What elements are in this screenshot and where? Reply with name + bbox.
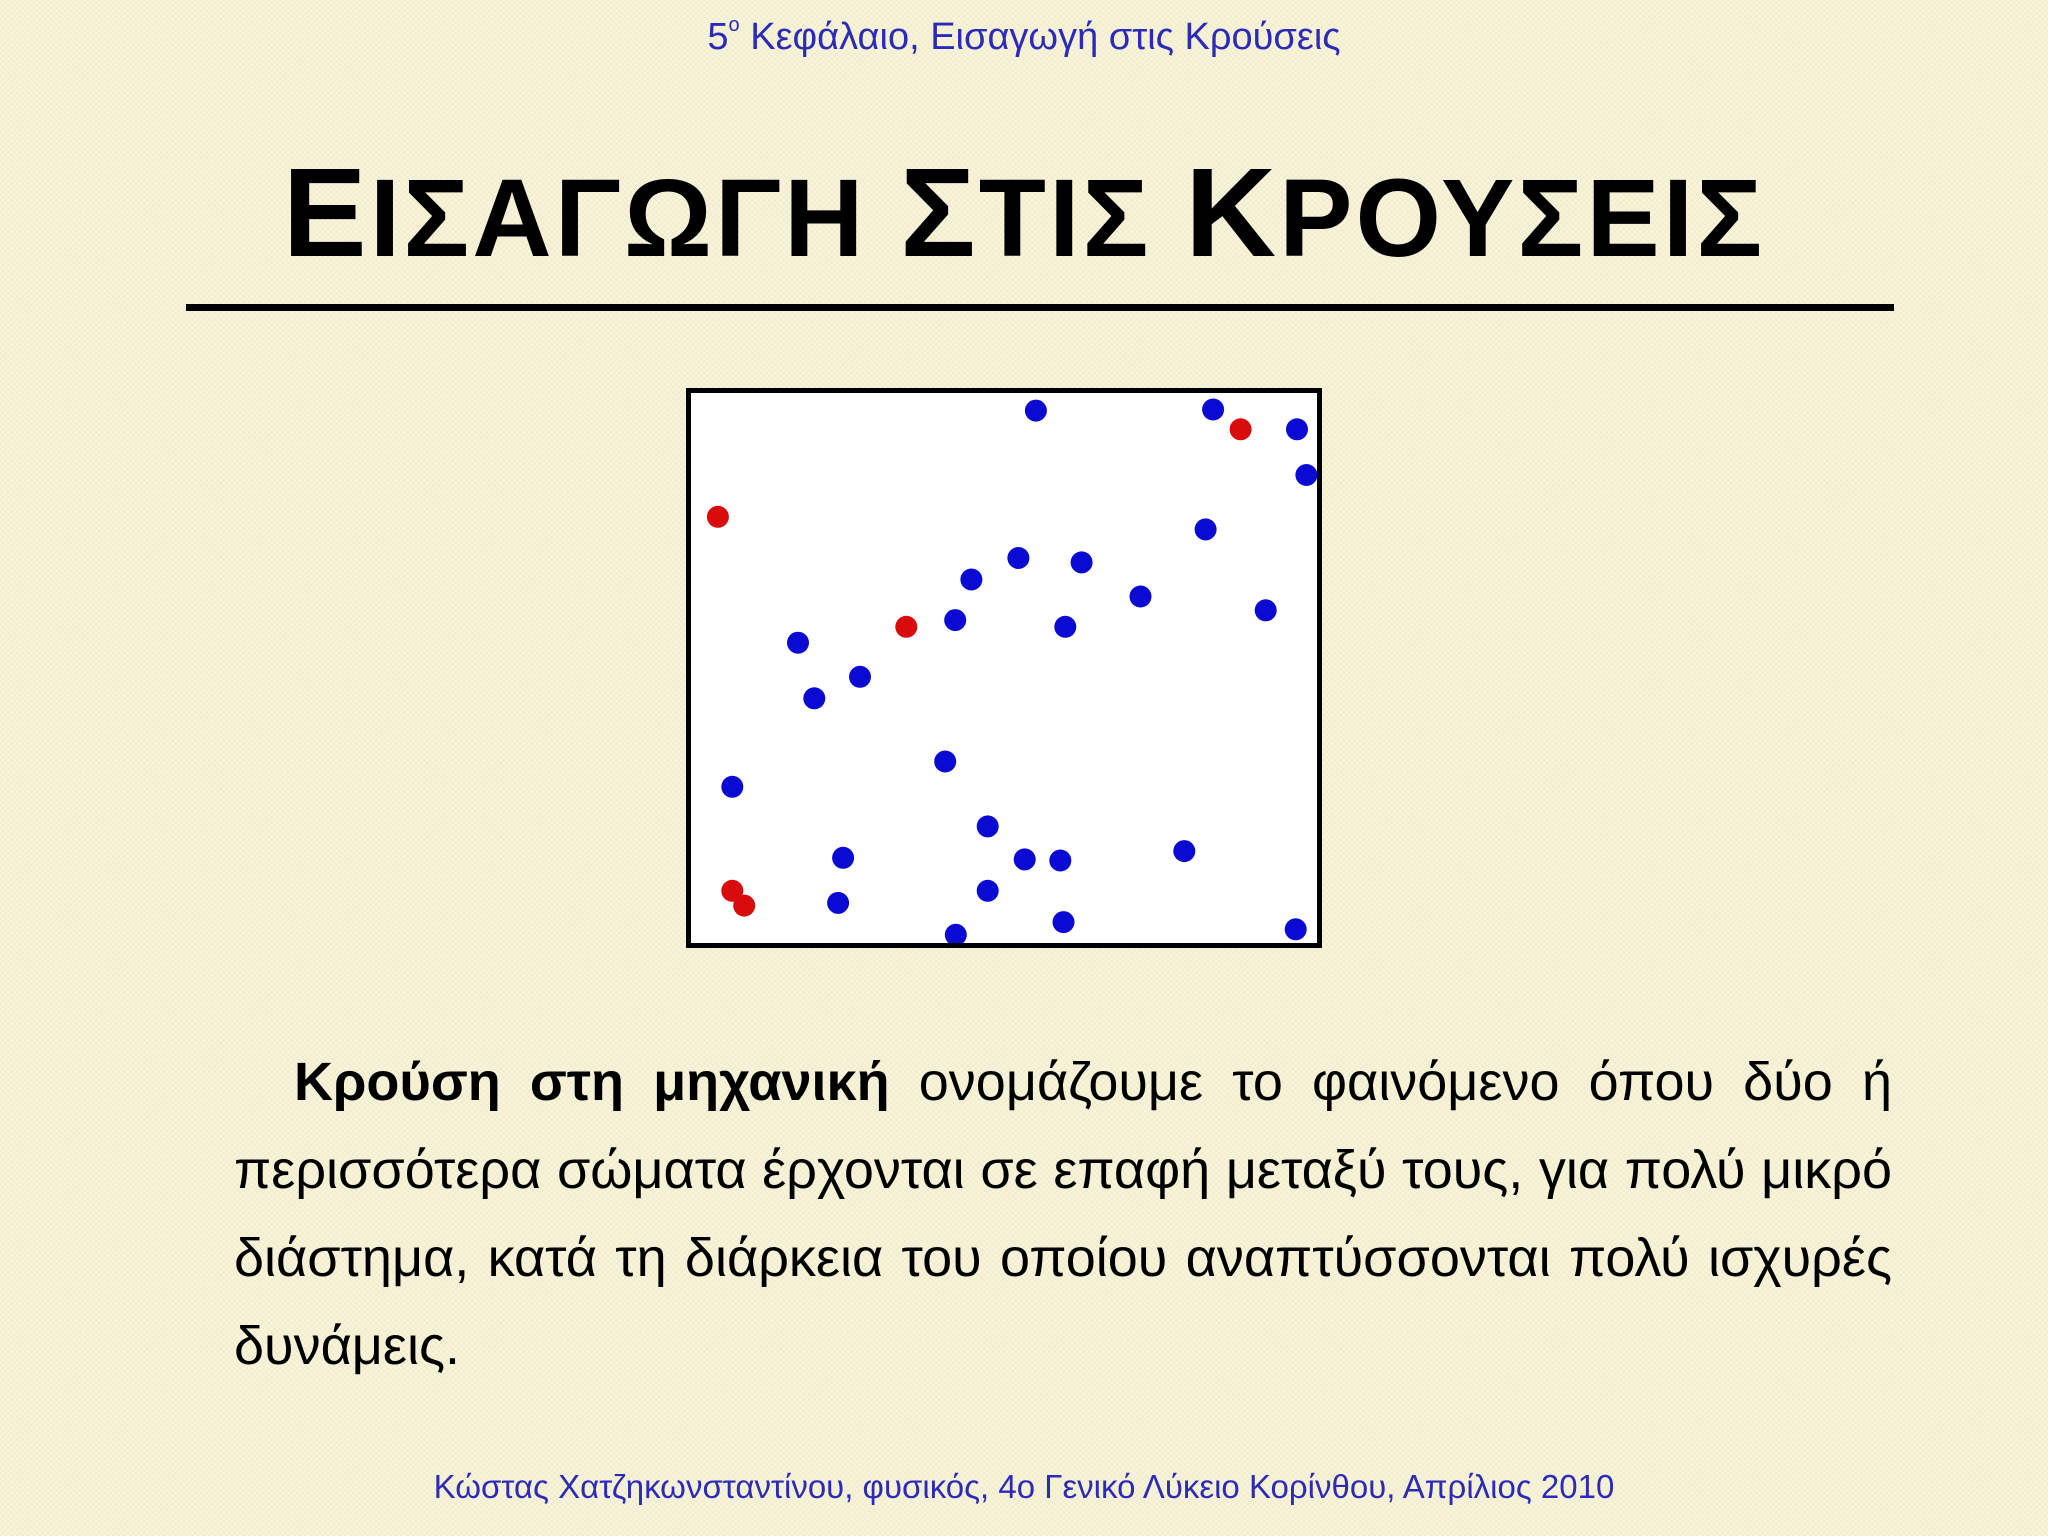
blue-particle-7 (1007, 547, 1029, 569)
blue-particle-24 (1173, 840, 1195, 862)
blue-particle-27 (827, 892, 849, 914)
blue-particle-29 (945, 924, 967, 943)
blue-particle-4 (1295, 464, 1317, 486)
blue-particle-22 (1014, 848, 1036, 870)
definition-term: Κρούση στη μηχανική (294, 1052, 890, 1112)
particles-canvas (691, 393, 1317, 943)
title-word3-rest: ΡΟΥΣΕΙΣ (1279, 157, 1766, 280)
footer-credit: Κώστας Χατζηκωνσταντίνου, φυσικός, 4ο Γενικό Λύκειο Κορίνθου, Απρίλιος 2010 (433, 1468, 1615, 1505)
definition-text: ονομάζουμε το φαινόμενο όπου δύο ή περισσότερα σώματα έρχονται σε επαφή μεταξύ τους, για πολύ μικρό διάστημα, κατά τη διάρκεια του οποίου αναπτύσσονται πολύ ισχυρές δυνάμεις. (234, 1052, 1892, 1376)
blue-particle-17 (803, 687, 825, 709)
title-word3-first: Κ (1185, 142, 1280, 283)
blue-particle-20 (977, 815, 999, 837)
title-word1-rest: ΙΣΑΓΩΓΗ (369, 157, 867, 280)
blue-particle-13 (944, 609, 966, 631)
blue-particle-15 (787, 632, 809, 654)
red-particle-12 (895, 616, 917, 638)
collision-animation (686, 388, 1322, 948)
definition-paragraph (234, 1038, 1892, 1390)
title-divider (186, 304, 1894, 311)
blue-particle-30 (1053, 911, 1075, 933)
blue-particle-8 (1071, 551, 1093, 573)
blue-particle-9 (960, 569, 982, 591)
blue-particle-10 (1130, 586, 1152, 608)
chapter-header (0, 14, 2048, 59)
red-particle-26 (733, 895, 755, 917)
blue-particle-14 (1054, 616, 1076, 638)
red-particle-5 (707, 506, 729, 528)
blue-particle-21 (832, 847, 854, 869)
slide-title (0, 142, 2048, 283)
blue-particle-0 (1025, 400, 1047, 422)
blue-particle-18 (934, 751, 956, 773)
blue-particle-3 (1286, 418, 1308, 440)
chapter-header-text: Κεφάλαιο, Εισαγωγή στις Κρούσεις (739, 16, 1341, 58)
red-particle-2 (1230, 418, 1252, 440)
title-word2-first: Σ (900, 142, 979, 283)
blue-particle-16 (849, 666, 871, 688)
blue-particle-23 (1049, 850, 1071, 872)
chapter-number: 5 (707, 16, 729, 58)
blue-particle-11 (1255, 599, 1277, 621)
blue-particle-19 (721, 776, 743, 798)
chapter-number-superscript: ο (728, 14, 740, 36)
blue-particle-6 (1195, 518, 1217, 540)
blue-particle-1 (1202, 399, 1224, 421)
title-word2-rest: ΤΙΣ (978, 157, 1152, 280)
blue-particle-28 (977, 880, 999, 902)
title-word1-first: Ε (282, 142, 370, 283)
blue-particle-31 (1285, 918, 1307, 940)
